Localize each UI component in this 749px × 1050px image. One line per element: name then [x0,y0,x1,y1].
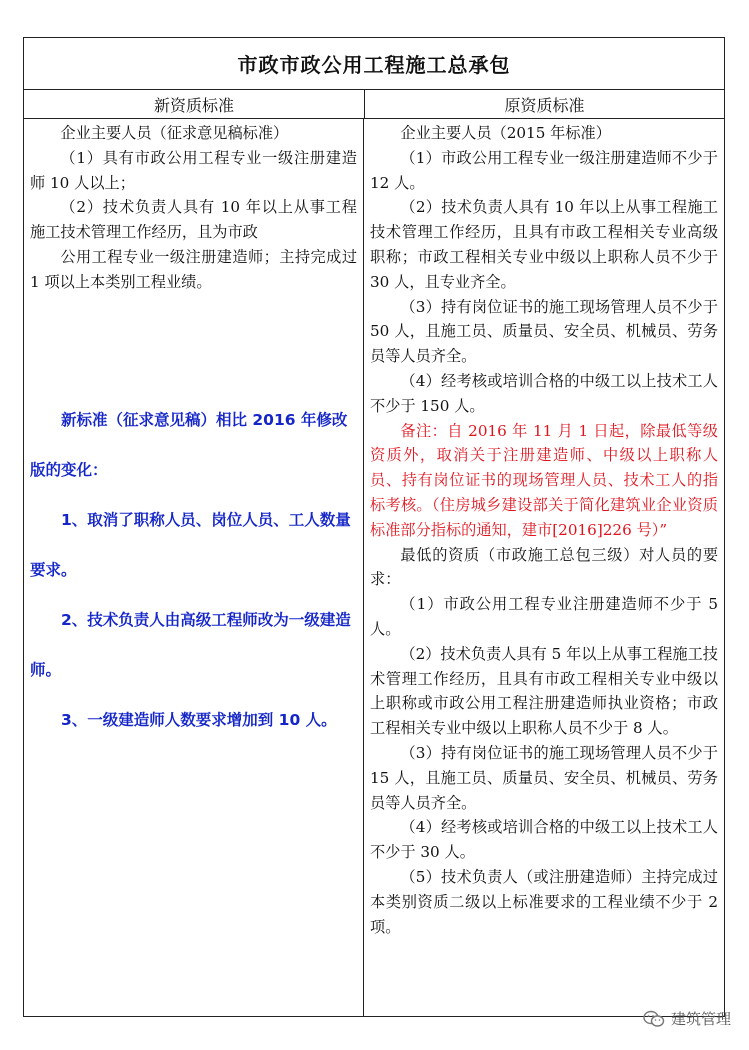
left-paragraph: 企业主要人员（征求意见稿标准） [60,124,289,142]
right-paragraph: （3）持有岗位证书的施工现场管理人员不少于 15 人，且施工员、质量员、安全员、机械员、劳务员等人员齐全。 [370,743,718,812]
new-standard-column [24,119,364,1017]
wechat-icon [643,1010,665,1028]
page-title: 市政市政公用工程施工总承包 [24,38,724,90]
note-paragraph: 备注：自 2016 年 11 月 1 日起，除最低等级资质外，取消关于注册建造师、中级以上职称人员、持有岗位证书的现场管理人员、技术工人的指标考核。（住房城乡建设部关于简化建筑业企业资质标准部分指标的通知，建市[2016]226 号）” [370,421,718,539]
table-body [24,119,724,1017]
watermark [643,1008,731,1029]
change-item: 1、取消了职称人员、岗位人员、工人数量要求。 [30,510,351,579]
right-paragraph: （1）市政公用工程专业一级注册建造师不少于 12 人。 [370,148,718,192]
right-paragraph: 最低的资质（市政施工总包三级）对人员的要求： [370,545,718,589]
changes-summary [30,395,357,745]
right-paragraph: （4）经考核或培训合格的中级工以上技术工人不少于 150 人。 [370,371,718,415]
change-item: 3、一级建造师人数要求增加到 10 人。 [61,710,337,729]
left-paragraph: （2）技术负责人具有 10 年以上从事工程施工技术管理工作经历，且为市政 [30,198,357,242]
right-paragraph: （5）技术负责人（或注册建造师）主持完成过本类别资质二级以上标准要求的工程业绩不少于 2 项。 [370,867,718,936]
old-standard-column [364,119,724,1017]
right-paragraph: （3）持有岗位证书的施工现场管理人员不少于 50 人，且施工员、质量员、安全员、机械员、劳务员等人员齐全。 [370,297,718,366]
right-paragraph: （2）技术负责人具有 5 年以上从事工程施工技术管理工作经历，且具有市政工程相关专业中级以上职称或市政公用工程注册建造师执业资格；市政工程相关专业中级以上职称人员不少于 8 人。 [370,644,718,738]
change-item: 2、技术负责人由高级工程师改为一级建造师。 [30,610,351,679]
table-header [24,90,724,119]
watermark-text: 建筑管理 [670,1010,731,1028]
right-paragraph: （1）市政公用工程专业注册建造师不少于 5 人。 [370,595,718,638]
right-paragraph: （2）技术负责人具有 10 年以上从事工程施工技术管理工作经历，且具有市政工程相关专业高级职称；市政工程相关专业中级以上职称人员不少于 30 人，且专业齐全。 [370,198,718,291]
header-old-standard: 原资质标准 [504,95,585,115]
header-new-standard: 新资质标准 [24,90,365,118]
right-paragraph: 企业主要人员（2015 年标准） [400,124,611,142]
left-paragraph: （1）具有市政公用工程专业一级注册建造师 10 人以上； [30,148,357,192]
changes-heading: 新标准（征求意见稿）相比 2016 年修改版的变化： [30,410,348,479]
left-paragraph: 公用工程专业一级注册建造师；主持完成过 1 项以上本类别工程业绩。 [30,247,357,291]
qualification-table [23,37,725,1017]
right-paragraph: （4）经考核或培训合格的中级工以上技术工人不少于 30 人。 [370,818,718,862]
